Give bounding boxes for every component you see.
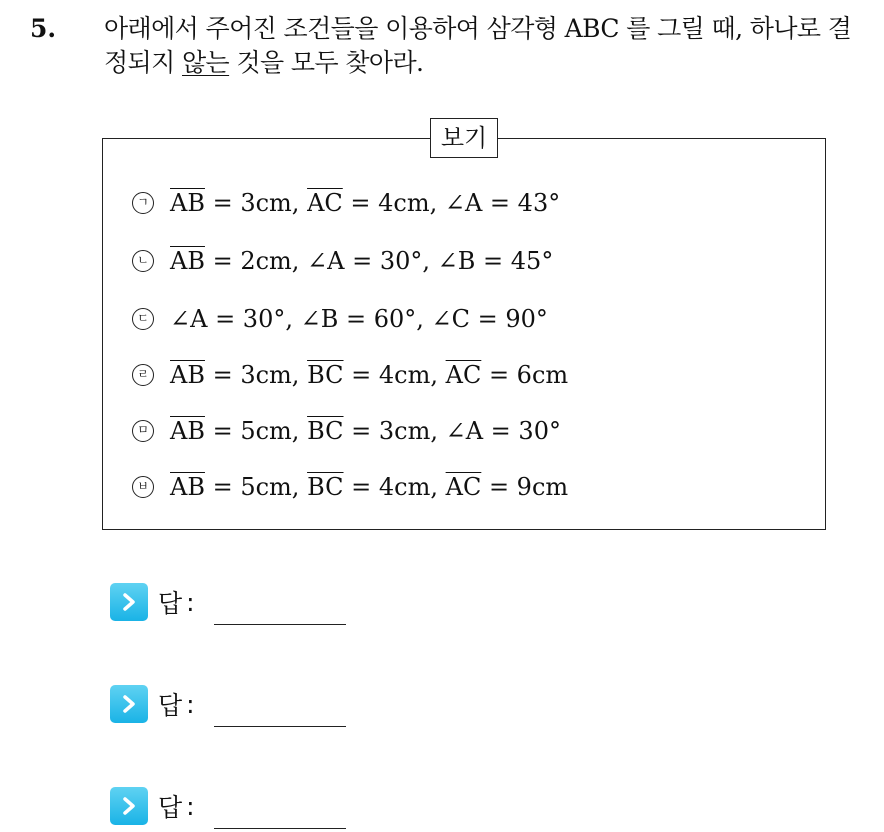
condition-marker: ㄱ [132, 192, 154, 214]
chevron-right-icon [110, 583, 148, 621]
condition-text: $\overline{AB} = 3cm$, $\overline{BC} = 4cm$, $\overline{AC} = 6cm$ [170, 361, 569, 389]
segment-name: $\overline{AB}$ [170, 417, 205, 445]
answer-blank[interactable] [214, 828, 346, 829]
condition-text: $\overline{AB} = 5cm$, $\overline{BC} = 3cm$, ∠A = 30° [170, 417, 561, 445]
condition-item [132, 470, 568, 504]
segment-name: $\overline{AB}$ [170, 189, 205, 217]
answer-colon: : [186, 689, 195, 719]
segment-name: $\overline{AB}$ [170, 473, 205, 501]
condition-marker: ㅂ [132, 476, 154, 498]
segment-name: $\overline{BC}$ [307, 361, 344, 389]
segment-name: $\overline{AB}$ [170, 361, 205, 389]
condition-item [132, 358, 568, 392]
segment-name: $\overline{AC}$ [445, 473, 482, 501]
condition-marker: ㅁ [132, 420, 154, 442]
answer-colon: : [186, 587, 195, 617]
answer-row [110, 786, 195, 826]
answer-label: 답 [158, 793, 183, 822]
segment-name: $\overline{AC}$ [445, 361, 482, 389]
condition-item [132, 186, 560, 220]
question-text-after: 것을 모두 찾아라. [229, 48, 424, 77]
answer-blank[interactable] [214, 624, 346, 625]
answer-colon: : [186, 791, 195, 821]
segment-name: $\overline{BC}$ [307, 417, 344, 445]
chevron-right-icon [110, 787, 148, 825]
condition-marker: ㄷ [132, 308, 154, 330]
condition-marker: ㄴ [132, 250, 154, 272]
segment-name: $\overline{BC}$ [307, 473, 344, 501]
box-title: 보기 [430, 118, 498, 158]
chevron-right-icon [110, 685, 148, 723]
answer-row [110, 684, 195, 724]
answer-blank[interactable] [214, 726, 346, 727]
condition-item [132, 244, 553, 278]
condition-text: $\overline{AB} = 5cm$, $\overline{BC} = 4cm$, $\overline{AC} = 9cm$ [170, 473, 569, 501]
question-number: 5. [30, 14, 57, 43]
condition-item [132, 302, 548, 336]
question-text-underlined: 않는 [182, 48, 230, 77]
condition-marker: ㄹ [132, 364, 154, 386]
question-text [104, 12, 874, 80]
condition-text: ∠A = 30°, ∠B = 60°, ∠C = 90° [170, 305, 548, 333]
answer-label: 답 [158, 589, 183, 618]
answer-row [110, 582, 195, 622]
segment-name: $\overline{AB}$ [170, 247, 205, 275]
condition-text: $\overline{AB} = 3cm$, $\overline{AC} = 4cm$, ∠A = 43° [170, 189, 561, 217]
segment-name: $\overline{AC}$ [307, 189, 343, 217]
condition-text: $\overline{AB} = 2cm$, ∠A = 30°, ∠B = 45° [170, 247, 554, 275]
answer-label: 답 [158, 691, 183, 720]
condition-item [132, 414, 561, 448]
question-text-before: 아래에서 주어진 조건들을 이용하여 삼각형 ABC 를 그릴 때, 하나로 결정되지 [104, 14, 852, 77]
